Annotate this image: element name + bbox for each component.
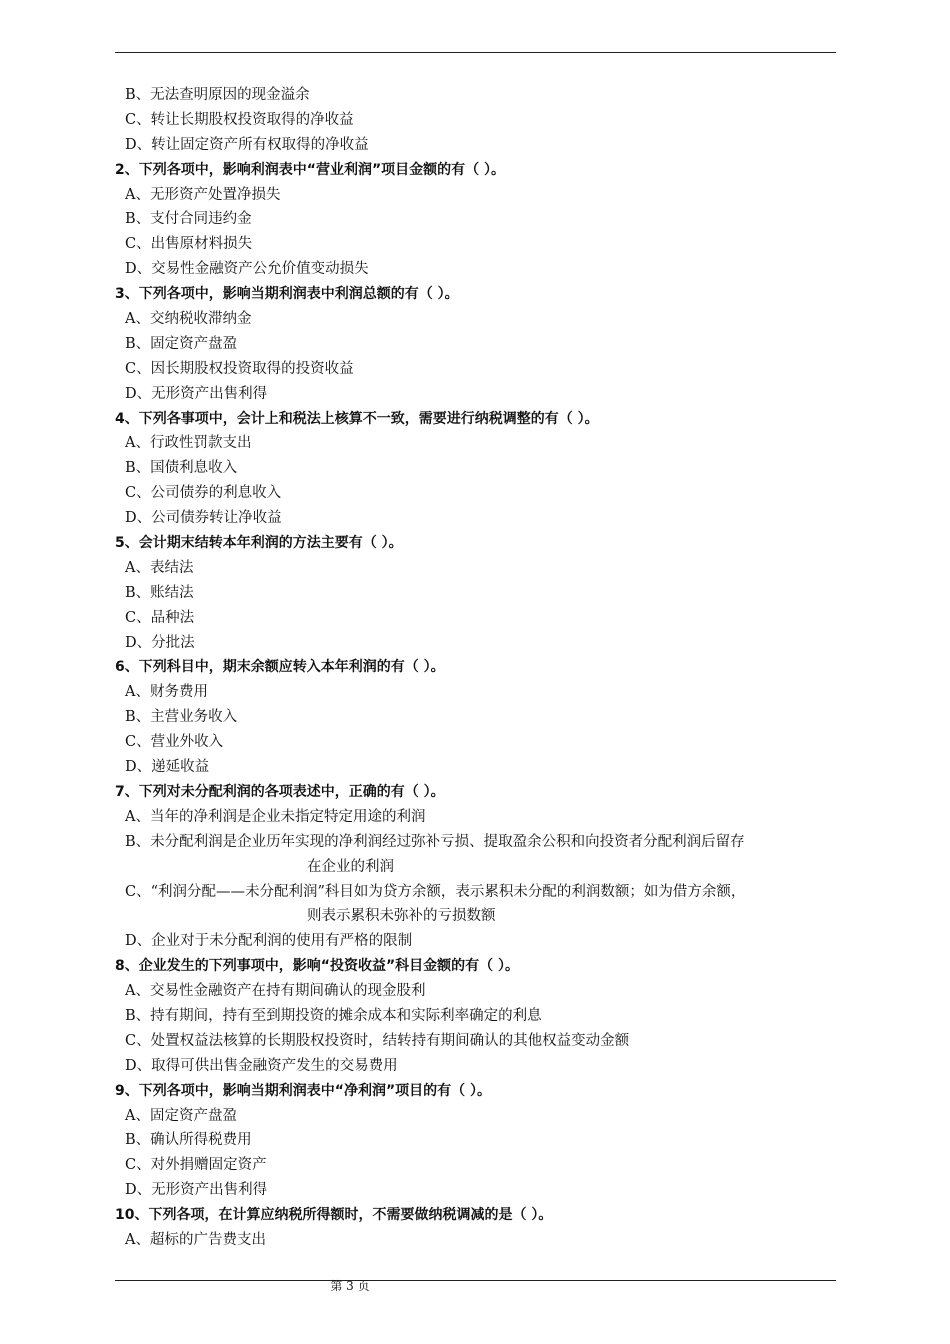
answer-option: A、当年的净利润是企业未指定特定用途的利润 [125,808,426,825]
answer-option: A、行政性罚款支出 [125,435,252,452]
option-continuation: 则表示累积未弥补的亏损数额 [307,908,496,925]
header-rule [115,52,836,53]
answer-option: A、超标的广告费支出 [125,1231,266,1248]
answer-option: C、对外捐赠固定资产 [125,1157,267,1174]
answer-option: D、交易性金融资产公允价值变动损失 [125,261,369,278]
question-stem: 2、下列各项中，影响利润表中“营业利润”项目金额的有（ ）。 [115,161,506,178]
option-continuation: 在企业的利润 [307,858,394,875]
question-stem: 9、下列各项中，影响当期利润表中“净利润”项目的有（ ）。 [115,1082,492,1099]
question-stem: 3、下列各项中，影响当期利润表中利润总额的有（ ）。 [115,286,459,303]
answer-option: A、无形资产处置净损失 [125,186,281,203]
answer-option: C、出售原材料损失 [125,236,253,253]
answer-option: D、企业对于未分配利润的使用有严格的限制 [125,933,413,950]
answer-option: B、主营业务收入 [125,709,238,726]
answer-option: B、固定资产盘盈 [125,335,238,352]
answer-option: A、财务费用 [125,684,208,701]
question-stem: 7、下列对未分配利润的各项表述中，正确的有（ ）。 [115,783,445,800]
answer-option: C、转让长期股权投资取得的净收益 [125,111,354,128]
answer-option: C、处置权益法核算的长期股权投资时，结转持有期间确认的其他权益变动金额 [125,1032,630,1049]
question-list [115,83,837,1253]
answer-option: A、表结法 [125,559,194,576]
answer-option: D、无形资产出售利得 [125,385,268,402]
question-stem: 5、会计期末结转本年利润的方法主要有（ ）。 [115,535,403,552]
answer-option: B、支付合同违约金 [125,211,252,228]
answer-option: D、无形资产出售利得 [125,1182,268,1199]
question-stem: 8、企业发生的下列事项中，影响“投资收益”科目金额的有（ ）。 [115,958,520,975]
answer-option: C、公司债券的利息收入 [125,485,282,502]
answer-option: B、账结法 [125,584,194,601]
page-number: 第 3 页 [330,1279,370,1293]
answer-option: A、固定资产盘盈 [125,1107,237,1124]
question-stem: 6、下列科目中，期末余额应转入本年利润的有（ ）。 [115,659,445,676]
answer-option: A、交易性金融资产在持有期间确认的现金股利 [125,983,426,1000]
answer-option: B、未分配利润是企业历年实现的净利润经过弥补亏损、提取盈余公积和向投资者分配利润后留存 [125,833,745,850]
answer-option: B、国债利息收入 [125,460,238,477]
answer-option: B、持有期间，持有至到期投资的摊余成本和实际利率确定的利息 [125,1007,542,1024]
answer-option: B、确认所得税费用 [125,1132,252,1149]
answer-option: C、“利润分配——未分配利润”科目如为贷方余额，表示累积未分配的利润数额；如为借方余额， [125,883,746,900]
answer-option: A、交纳税收滞纳金 [125,311,252,328]
answer-option: C、因长期股权投资取得的投资收益 [125,360,354,377]
answer-option: C、营业外收入 [125,734,224,751]
question-stem: 10、下列各项，在计算应纳税所得额时，不需要做纳税调减的是（ ）。 [115,1207,553,1224]
answer-option: D、递延收益 [125,759,210,776]
answer-option: D、取得可供出售金融资产发生的交易费用 [125,1057,398,1074]
answer-option: B、无法查明原因的现金溢余 [125,87,310,103]
answer-option: D、转让固定资产所有权取得的净收益 [125,136,369,153]
question-stem: 4、下列各事项中，会计上和税法上核算不一致，需要进行纳税调整的有（ ）。 [115,410,599,427]
answer-option: D、公司债券转让净收益 [125,510,282,527]
answer-option: D、分批法 [125,634,195,651]
answer-option: C、品种法 [125,609,195,626]
